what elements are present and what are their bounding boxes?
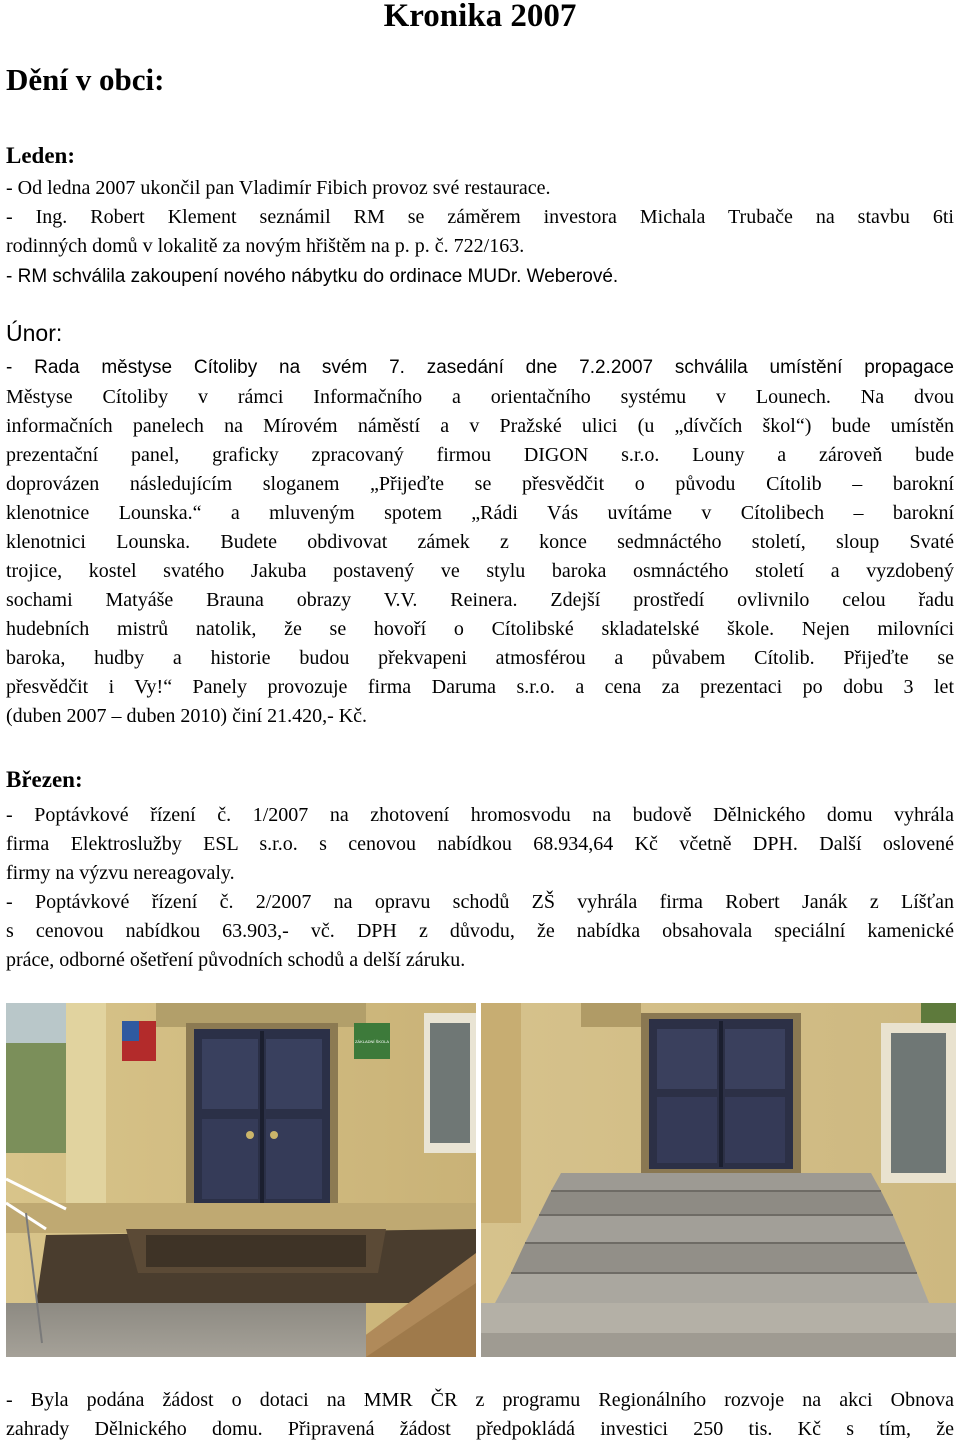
unor-line: informačních panelech na Mírovém náměstí a v Pražské ulici (u „dívčích škol“) bude umístěn bbox=[6, 415, 954, 437]
brezen-line: s cenovou nabídkou 63.903,- vč. DPH z důvodu, že nabídka obsahovala speciální kamenické bbox=[6, 920, 954, 942]
month-heading-leden: Leden: bbox=[6, 143, 75, 168]
unor-line: (duben 2007 – duben 2010) činí 21.420,- Kč. bbox=[6, 705, 368, 727]
unor-line: Městyse Cítoliby v rámci Informačního a orientačního systému v Lounech. Na dvou bbox=[6, 386, 954, 408]
brezen-line: práce, odborné ošetření původních schodů a delší záruku. bbox=[6, 949, 466, 971]
footer-line: zahrady Dělnického domu. Připravená žádost předpokládá investici 250 tis. Kč s tím, že bbox=[6, 1418, 954, 1440]
unor-line: baroka, hudby a historie budou překvapeni atmosférou a půvabem Cítolib. Přijeďte se bbox=[6, 647, 954, 669]
leden-line: rodinných domů v lokalitě za novým hřištěm na p. p. č. 722/163. bbox=[6, 235, 525, 257]
brezen-line: - Poptávkové řízení č. 1/2007 na zhotovení hromosvodu na budově Dělnického domu vyhrála bbox=[6, 804, 954, 826]
brezen-line: firma Elektroslužby ESL s.r.o. s cenovou nabídkou 68.934,64 Kč včetně DPH. Další oslovené bbox=[6, 833, 954, 855]
brezen-line: - Poptávkové řízení č. 2/2007 na opravu schodů ZŠ vyhrála firma Robert Janák z Líšťan bbox=[6, 891, 954, 913]
photo-school-entrance-excavation bbox=[6, 1003, 476, 1357]
unor-line: - Rada městyse Cítoliby na svém 7. zasedání dne 7.2.2007 schválila umístění propagace bbox=[6, 357, 954, 378]
section-heading: Dění v obci: bbox=[6, 62, 165, 97]
leden-line: - Od ledna 2007 ukončil pan Vladimír Fibich provoz své restaurace. bbox=[6, 177, 551, 199]
month-heading-unor: Únor: bbox=[6, 320, 63, 346]
unor-line: přesvědčit i Vy!“ Panely provozuje firma Daruma s.r.o. a cena za prezentaci po dobu 3 let bbox=[6, 676, 954, 698]
photo-stairs-image bbox=[481, 1003, 956, 1357]
brezen-line: firmy na výzvu nereagovaly. bbox=[6, 862, 235, 884]
unor-line: klenotnici Lounska. Budete obdivovat zámek z konce sedmnáctého století, sloup Svaté bbox=[6, 531, 954, 553]
month-heading-brezen: Březen: bbox=[6, 767, 83, 792]
photo-school-entrance-new-stairs bbox=[481, 1003, 956, 1357]
unor-line: sochami Matyáše Brauna obrazy V.V. Reinera. Zdejší prostředí ovlivnilo celou řadu bbox=[6, 589, 954, 611]
unor-line: doprovázen následujícím sloganem „Přijeďte se přesvědčit o původu Cítolib – barokní bbox=[6, 473, 954, 495]
school-sign-text: ZÁKLADNÍ ŠKOLA bbox=[354, 1039, 390, 1044]
leden-line: - Ing. Robert Klement seznámil RM se záměrem investora Michala Trubače na stavbu 6ti bbox=[6, 206, 954, 228]
photo-excavation-image bbox=[6, 1003, 476, 1357]
unor-line: prezentační panel, graficky zpracovaný firmou DIGON s.r.o. Louny a zároveň bude bbox=[6, 444, 954, 466]
leden-line: - RM schválila zakoupení nového nábytku do ordinace MUDr. Weberové. bbox=[6, 266, 619, 287]
unor-line: trojice, kostel svatého Jakuba postavený ve stylu baroka osmnáctého století a vyzdobený bbox=[6, 560, 954, 582]
footer-line: - Byla podána žádost o dotaci na MMR ČR z programu Regionálního rozvoje na akci Obnova bbox=[6, 1389, 954, 1411]
unor-line: hudebních mistrů natolik, že se hovoří o Cítolibské skladatelské škole. Nejen milovníci bbox=[6, 618, 954, 640]
document-title: Kronika 2007 bbox=[383, 0, 577, 34]
unor-line: klenotnice Lounska.“ a mluveným spotem „Rádi Vás uvítáme v Cítolibech – barokní bbox=[6, 502, 954, 524]
